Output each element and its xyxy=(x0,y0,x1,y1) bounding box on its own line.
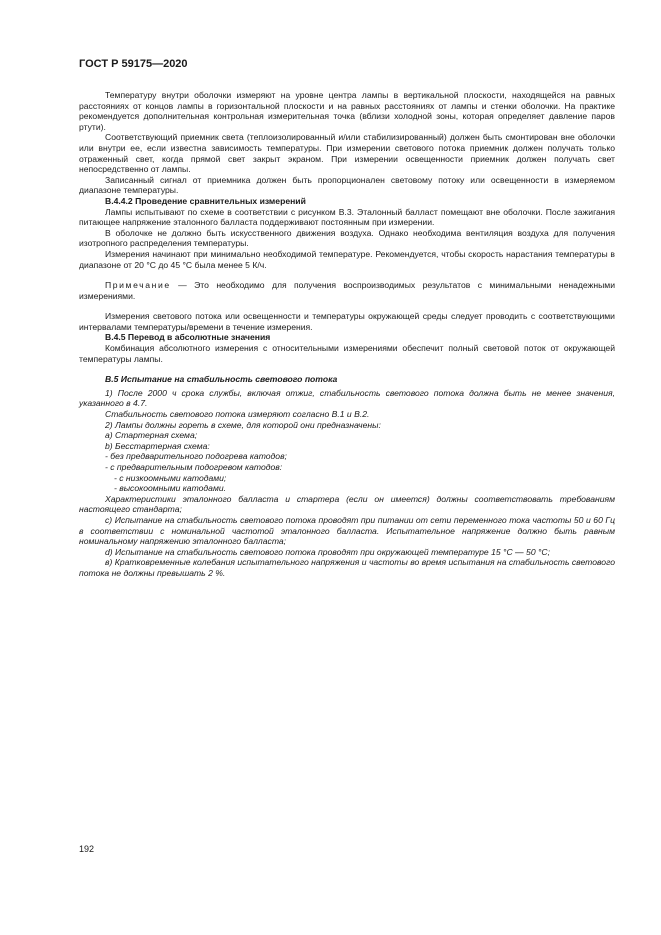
list-item: b) Бесстартерная схема: xyxy=(105,440,210,451)
paragraph: Температуру внутри оболочки измеряют на уровне центра лампы в вертикальной плоскости, находящейся на равных расстояниях от концов лампы в горизонтальной плоскости и на равных расстояниях от лампы и стенки оболочки. На практике рекомендуется дополнительная контрольная измерительная точка (вблизи холодной зоны, которая определяет давление паров ртути). xyxy=(79,90,615,132)
subsection-heading-b442: B.4.4.2 Проведение сравнительных измерений xyxy=(105,195,306,206)
note xyxy=(79,280,615,301)
subsection-heading-b45: B.4.5 Перевод в абсолютные значения xyxy=(105,332,271,343)
list-item: d) Испытание на стабильность светового потока проводят при окружающей температуре 15 °С — 50 °С; xyxy=(105,546,551,557)
document-code: ГОСТ Р 59175—2020 xyxy=(79,58,188,70)
list-item: а) Стартерная схема; xyxy=(105,430,198,441)
page-number: 192 xyxy=(79,844,95,854)
note-text: — Это необходимо для получения воспроизводимых результатов с минимальными ненадежными измерениями. xyxy=(79,280,615,301)
list-item: - с низкоомными катодами; xyxy=(114,472,227,483)
list-item: с) Испытание на стабильность светового потока проводят при питании от сети переменного тока частоты 50 и 60 Гц в соответствии с номинальной частотой эталонного балласта. Испытательное напряжение должно быть равным номинальному напряжению эталонного балласта; xyxy=(79,514,615,547)
paragraph: Стабильность светового потока измеряют согласно В.1 и В.2. xyxy=(105,409,370,420)
list-item: 2) Лампы должны гореть в схеме, для которой они предназначены: xyxy=(105,419,381,430)
paragraph: Комбинация абсолютного измерения с относительными измерениями обеспечит полный световой поток от окружающей температуры лампы. xyxy=(79,343,615,364)
section-heading-b5: В.5 Испытание на стабильность светового потока xyxy=(105,374,338,385)
list-item: - без предварительного подогрева катодов; xyxy=(105,451,287,462)
paragraph: Характеристики эталонного балласта и стартера (если он имеется) должны соответствовать требованиям настоящего стандарта; xyxy=(79,493,615,515)
page-body xyxy=(79,90,615,579)
paragraph: Записанный сигнал от приемника должен быть пропорционален световому потоку или освещенности в измеряемом диапазоне температуры. xyxy=(79,174,615,196)
list-item: в) Кратковременные колебания испытательного напряжения и частоты во время испытания на стабильность светового потока не должны превышать 2 %. xyxy=(79,557,615,578)
list-item: - с предварительным подогревом катодов: xyxy=(105,462,283,472)
note-label: Примечание xyxy=(105,280,171,291)
paragraph: Лампы испытывают по схеме в соответствии с рисунком В.3. Эталонный балласт помещают вне оболочки. После зажигания питающее напряжение эталонного балласта поддерживают постоянным при измерении. xyxy=(79,206,615,228)
paragraph: В оболочке не должно быть искусственного движения воздуха. Однако необходима вентиляция воздуха для получения изотропного распределения температуры. xyxy=(79,227,615,249)
paragraph: Измерения начинают при минимально необходимой температуре. Рекомендуется, чтобы скорость нарастания температуры в диапазоне от 20 °С до 45 °С была менее 5 К/ч. xyxy=(79,248,615,270)
paragraph: Соответствующий приемник света (теплоизолированный и/или стабилизированный) должен быть смонтирован вне оболочки или внутри ее, если известна зависимость температуры. При измерении светового потока приемник должен получать только отраженный свет, когда прямой свет закрыт экраном. При измерении освещенности приемник должен получать свет непосредственно от лампы. xyxy=(79,132,615,175)
list-item: - высокоомными катодами. xyxy=(114,483,227,494)
list-item: 1) После 2000 ч срока службы, включая отжиг, стабильность светового потока должна быть не менее значения, указанного в 4.7. xyxy=(79,387,615,409)
paragraph: Измерения светового потока или освещенности и температуры окружающей среды следует проводить с соответствующими интервалами температуры/времени в течение измерения. xyxy=(79,311,615,332)
